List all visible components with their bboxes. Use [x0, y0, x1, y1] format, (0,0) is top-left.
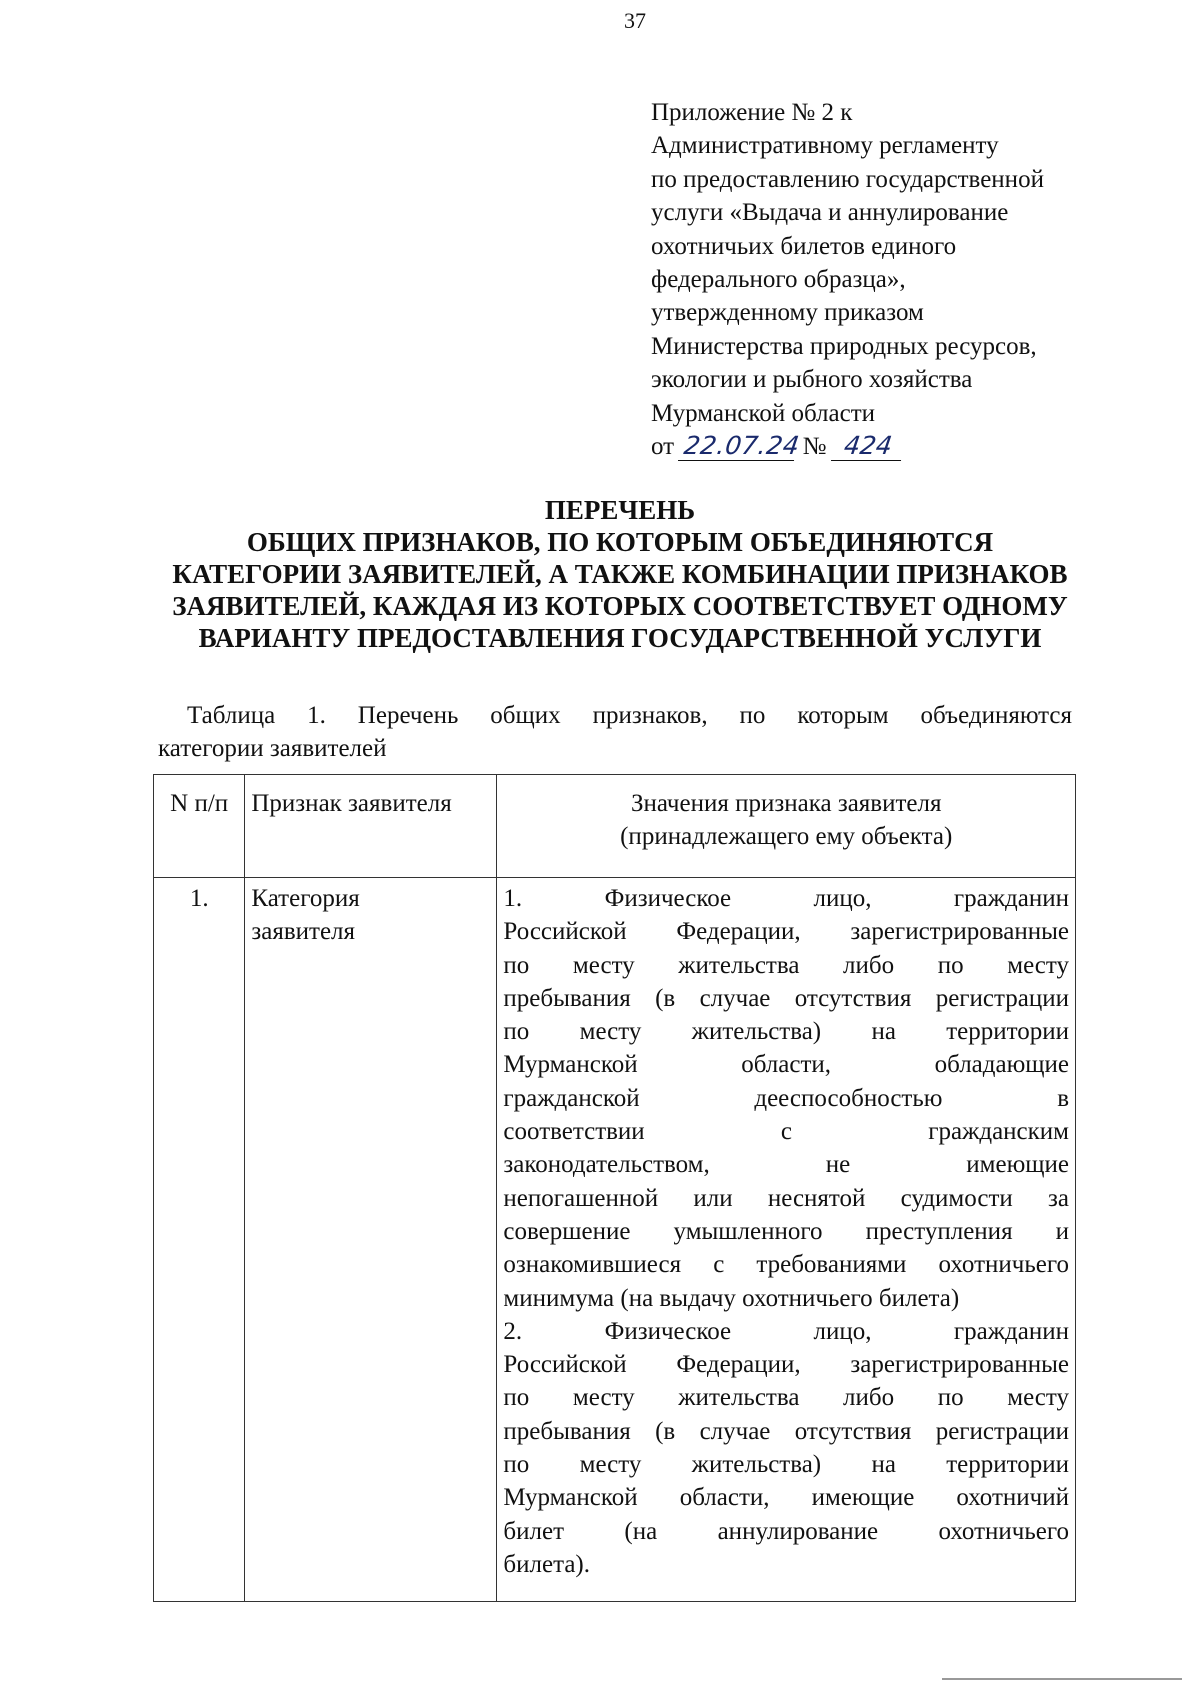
handwritten-date: 22.07.24 — [678, 432, 798, 461]
appendix-line: по предоставлению государственной — [651, 165, 1044, 193]
row-values — [497, 878, 1076, 1602]
header-values-line: Значения признака заявителя — [630, 790, 942, 817]
title-line: КАТЕГОРИИ ЗАЯВИТЕЛЕЙ, А ТАКЖЕ КОМБИНАЦИИ ПРИЗНАКОВ — [172, 559, 1068, 589]
title-line: ОБЩИХ ПРИЗНАКОВ, ПО КОТОРЫМ ОБЪЕДИНЯЮТСЯ — [246, 527, 994, 557]
table-header-row — [154, 775, 1076, 878]
value-line: минимума (на выдачу охотничьего билета) — [503, 1284, 960, 1312]
scan-edge-mark — [942, 1678, 1182, 1680]
number-sign: № — [802, 433, 827, 461]
value-line: ознакомившиеся с требованиями охотничьего — [503, 1251, 1069, 1279]
header-attribute: Признак заявителя — [245, 775, 497, 878]
value-line: законодательством, не имеющие — [503, 1151, 1069, 1179]
appendix-line: утвержденному приказом — [651, 299, 924, 327]
from-label: от — [651, 433, 675, 461]
value-line: гражданской дееспособностью в — [503, 1084, 1069, 1112]
value-line: соответствии с гражданским — [503, 1118, 1069, 1146]
appendix-header — [651, 96, 1151, 463]
title-line: ВАРИАНТУ ПРЕДОСТАВЛЕНИЯ ГОСУДАРСТВЕННОЙ УСЛУГИ — [198, 623, 1042, 653]
appendix-line: Административному регламенту — [651, 132, 999, 160]
appendix-line: Приложение № 2 к — [651, 99, 853, 126]
appendix-line: охотничьих билетов единого — [651, 232, 957, 260]
value-line: пребывания (в случае отсутствия регистрации — [503, 984, 1069, 1012]
order-date-number-line — [651, 430, 1151, 463]
value-line: по месту жительства либо по месту — [503, 1384, 1069, 1412]
document-title — [120, 494, 1120, 654]
header-values-line: (принадлежащего ему объекта) — [620, 823, 953, 851]
row-attribute-line: заявителя — [251, 918, 356, 946]
value-line: по месту жительства) на территории — [503, 1018, 1069, 1046]
title-line: ЗАЯВИТЕЛЕЙ, КАЖДАЯ ИЗ КОТОРЫХ СООТВЕТСТВУЕТ ОДНОМУ — [172, 591, 1068, 621]
value-line: Российской Федерации, зарегистрированные — [503, 918, 1069, 946]
row-attribute-line: Категория — [251, 885, 360, 912]
value-line: Мурманской области, обладающие — [503, 1051, 1069, 1079]
table-row — [154, 878, 1076, 1602]
value-line: 2. Физическое лицо, гражданин — [503, 1317, 1069, 1345]
value-line: непогашенной или неснятой судимости за — [503, 1184, 1069, 1212]
value-line: пребывания (в случае отсутствия регистрации — [503, 1417, 1069, 1445]
value-line: 1. Физическое лицо, гражданин — [503, 885, 1069, 912]
value-line: по месту жительства) на территории — [503, 1451, 1069, 1479]
appendix-line: Мурманской области — [651, 399, 876, 427]
row-attribute — [245, 878, 497, 1602]
table-caption — [158, 699, 1072, 765]
appendix-line: Министерства природных ресурсов, — [651, 332, 1037, 360]
title-line: ПЕРЕЧЕНЬ — [544, 495, 696, 525]
value-line: билета). — [503, 1550, 590, 1578]
handwritten-number: 424 — [831, 432, 905, 461]
value-line: Российской Федерации, зарегистрированные — [503, 1351, 1069, 1379]
header-number: N п/п — [154, 775, 245, 878]
page-number: 37 — [624, 8, 646, 33]
value-line: совершение умышленного преступления и — [503, 1217, 1069, 1245]
appendix-line: федерального образца», — [651, 266, 906, 294]
attributes-table — [153, 774, 1076, 1602]
appendix-line: услуги «Выдача и аннулирование — [651, 199, 1009, 227]
value-line: Мурманской области, имеющие охотничий — [503, 1484, 1069, 1512]
value-line: по месту жительства либо по месту — [503, 951, 1069, 979]
caption-line-2: категории заявителей — [158, 735, 387, 762]
value-line: билет (на аннулирование охотничьего — [503, 1517, 1069, 1545]
header-values — [497, 775, 1076, 878]
row-number: 1. — [154, 878, 245, 1602]
appendix-line: экологии и рыбного хозяйства — [651, 366, 973, 394]
caption-line-1: Таблица 1. Перечень общих признаков, по которым объединяются — [187, 702, 1072, 729]
